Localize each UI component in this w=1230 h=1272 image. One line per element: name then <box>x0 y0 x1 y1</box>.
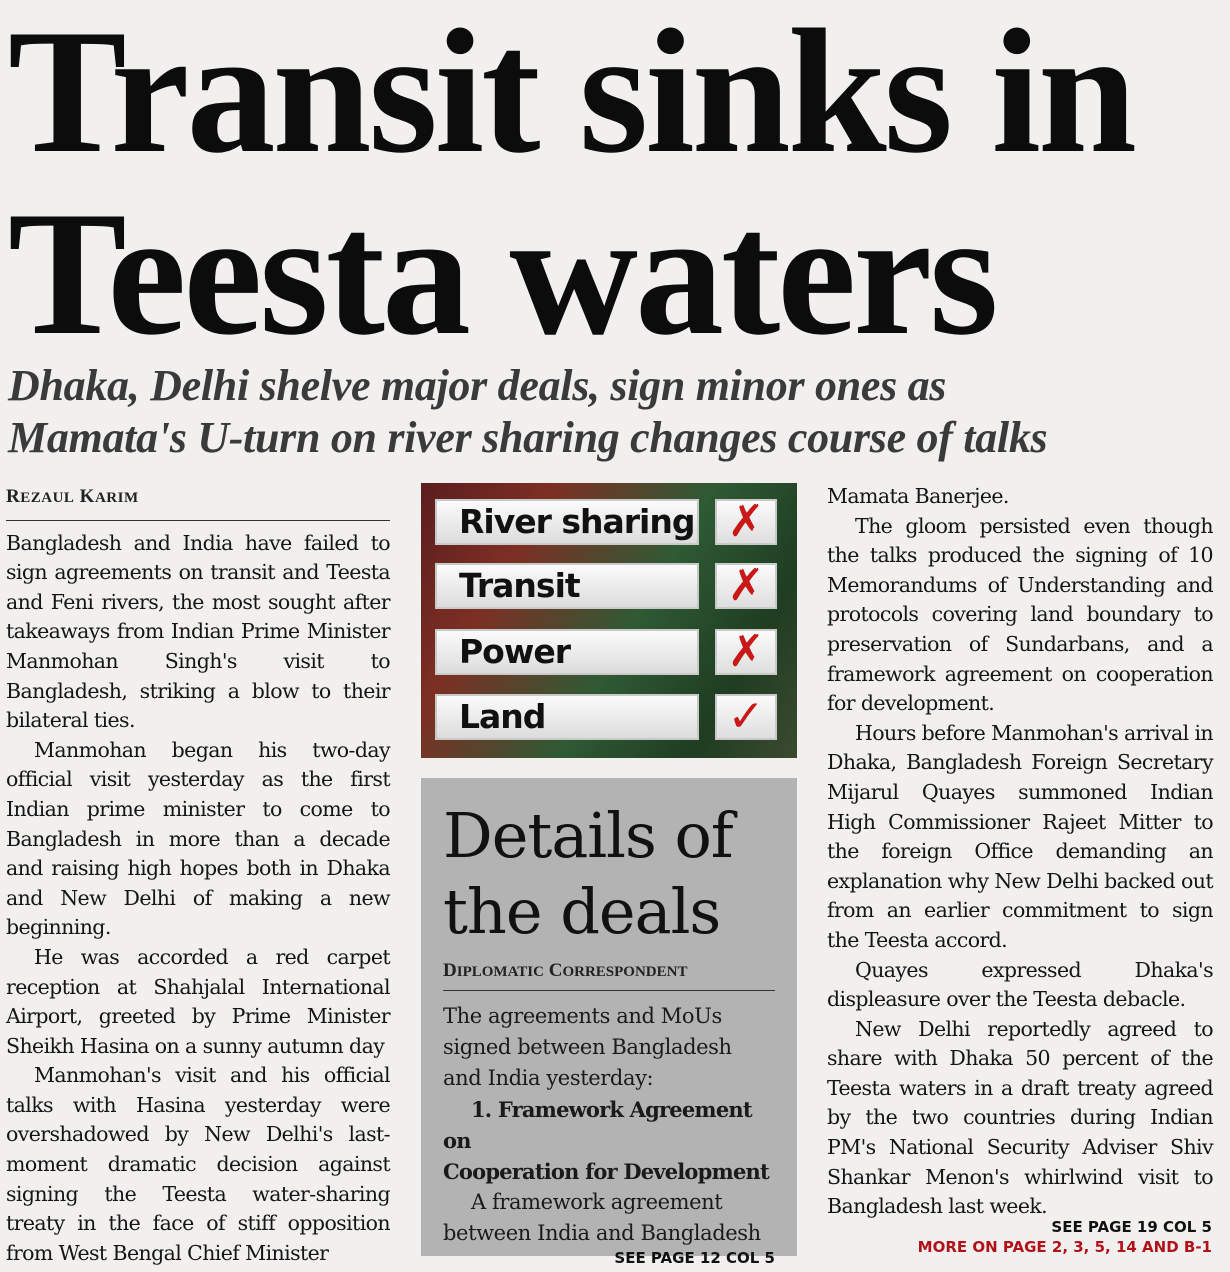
paragraph: Manmohan began his two-day official visit yesterday as the first Indian prime minister to come to Bangladesh in more than a decade and raising high hopes both in Dhaka and New Delhi of making a new beginning. <box>6 737 390 940</box>
byline-smallcaps: ARIM <box>94 490 139 506</box>
see-page-link: SEE PAGE 19 COL 5 <box>1051 1218 1212 1236</box>
right-column <box>827 482 1213 1222</box>
paragraph: Bangladesh and India have failed to sign agreements on transit and Teesta and Feni rivers, the most sought after takeaways from Indian Prime Minister Manmohan Singh's visit to Bangladesh, striking a blow to their bilateral ties. <box>6 530 390 733</box>
subheadline-line-2: Mamata's U-turn on river sharing changes course of talks <box>8 413 1048 462</box>
headline <box>8 0 1223 372</box>
details-item-heading: 1. Framework Agreement on <box>443 1097 752 1153</box>
headline-line-1: Transit sinks in <box>8 0 1134 190</box>
cross-icon: ✗ <box>715 499 777 545</box>
headline-line-2: Teesta waters <box>8 174 996 372</box>
paragraph: Mamata Banerjee. <box>827 484 1009 508</box>
check-icon: ✓ <box>715 694 777 740</box>
details-title <box>443 798 775 950</box>
subheadline-line-1: Dhaka, Delhi shelve major deals, sign minor ones as <box>8 361 947 410</box>
checklist-row <box>435 626 785 677</box>
details-title-line-1: Details of <box>443 799 733 872</box>
details-item-heading: Cooperation for Development <box>443 1159 769 1184</box>
checklist-label: Power <box>435 629 699 675</box>
byline-smallcaps: ORRESPONDENT <box>562 964 688 980</box>
details-sidebar <box>421 778 797 1267</box>
byline-smallcaps: IPLOMATIC <box>456 964 544 980</box>
left-column <box>6 482 390 1268</box>
byline-initial: R <box>6 486 21 507</box>
checklist-row <box>435 691 785 742</box>
details-byline <box>443 950 775 991</box>
paragraph: Quayes expressed Dhaka's displeasure over the Teesta debacle. <box>827 957 1213 1012</box>
details-intro: The agreements and MoUs signed between Bangladesh and India yesterday: <box>443 1004 732 1090</box>
paragraph: Manmohan's visit and his official talks with Hasina yesterday were overshadowed by New Delhi's last-moment dramatic decision against signing the Teesta water-sharing treaty in the face of stiff opposition from West Bengal Chief Minister <box>6 1063 390 1265</box>
more-pages-link: MORE ON PAGE 2, 3, 5, 14 AND B-1 <box>917 1238 1212 1256</box>
paragraph: Hours before Manmohan's arrival in Dhaka, Bangladesh Foreign Secretary Mijarul Quayes summoned Indian High Commissioner Rajeet Mitter to the foreign Office demanding an explanation why New Delhi backed out from an earlier commitment to sign the Teesta accord. <box>827 720 1213 952</box>
cross-icon: ✗ <box>715 629 777 675</box>
checklist-row <box>435 560 785 611</box>
paragraph: New Delhi reportedly agreed to share with Dhaka 50 percent of the Teesta waters in a draft treaty agreed by the two countries during Indian PM's National Security Adviser Shiv Shankar Menon's whirlwind visit to Bangladesh last week. <box>827 1016 1213 1219</box>
author-byline <box>6 482 390 521</box>
cross-icon: ✗ <box>715 563 777 609</box>
checklist-label: Land <box>435 694 699 740</box>
checklist-label: Transit <box>435 563 699 609</box>
byline-smallcaps: EZAUL <box>20 490 75 506</box>
byline-initial: D <box>443 960 457 981</box>
details-title-line-2: the deals <box>443 875 721 948</box>
see-page-link: SEE PAGE 12 COL 5 <box>614 1249 775 1267</box>
checklist-label: River sharing <box>435 499 699 545</box>
subheadline <box>8 360 1223 464</box>
details-item-text: A framework agreement between India and Bangladesh <box>443 1190 761 1245</box>
paragraph: He was accorded a red carpet reception at Shahjalal International Airport, greeted by Prime Minister Sheikh Hasina on a sunny autumn day <box>6 944 390 1058</box>
byline-initial: C <box>548 960 563 981</box>
deals-checklist-graphic <box>421 483 797 758</box>
checklist-row <box>435 496 785 547</box>
paragraph: The gloom persisted even though the talks produced the signing of 10 Memorandums of Understanding and protocols covering land boundary to preservation of Sundarbans, and a framework agreement on cooperation for development. <box>827 513 1213 716</box>
byline-initial: K <box>79 486 95 507</box>
